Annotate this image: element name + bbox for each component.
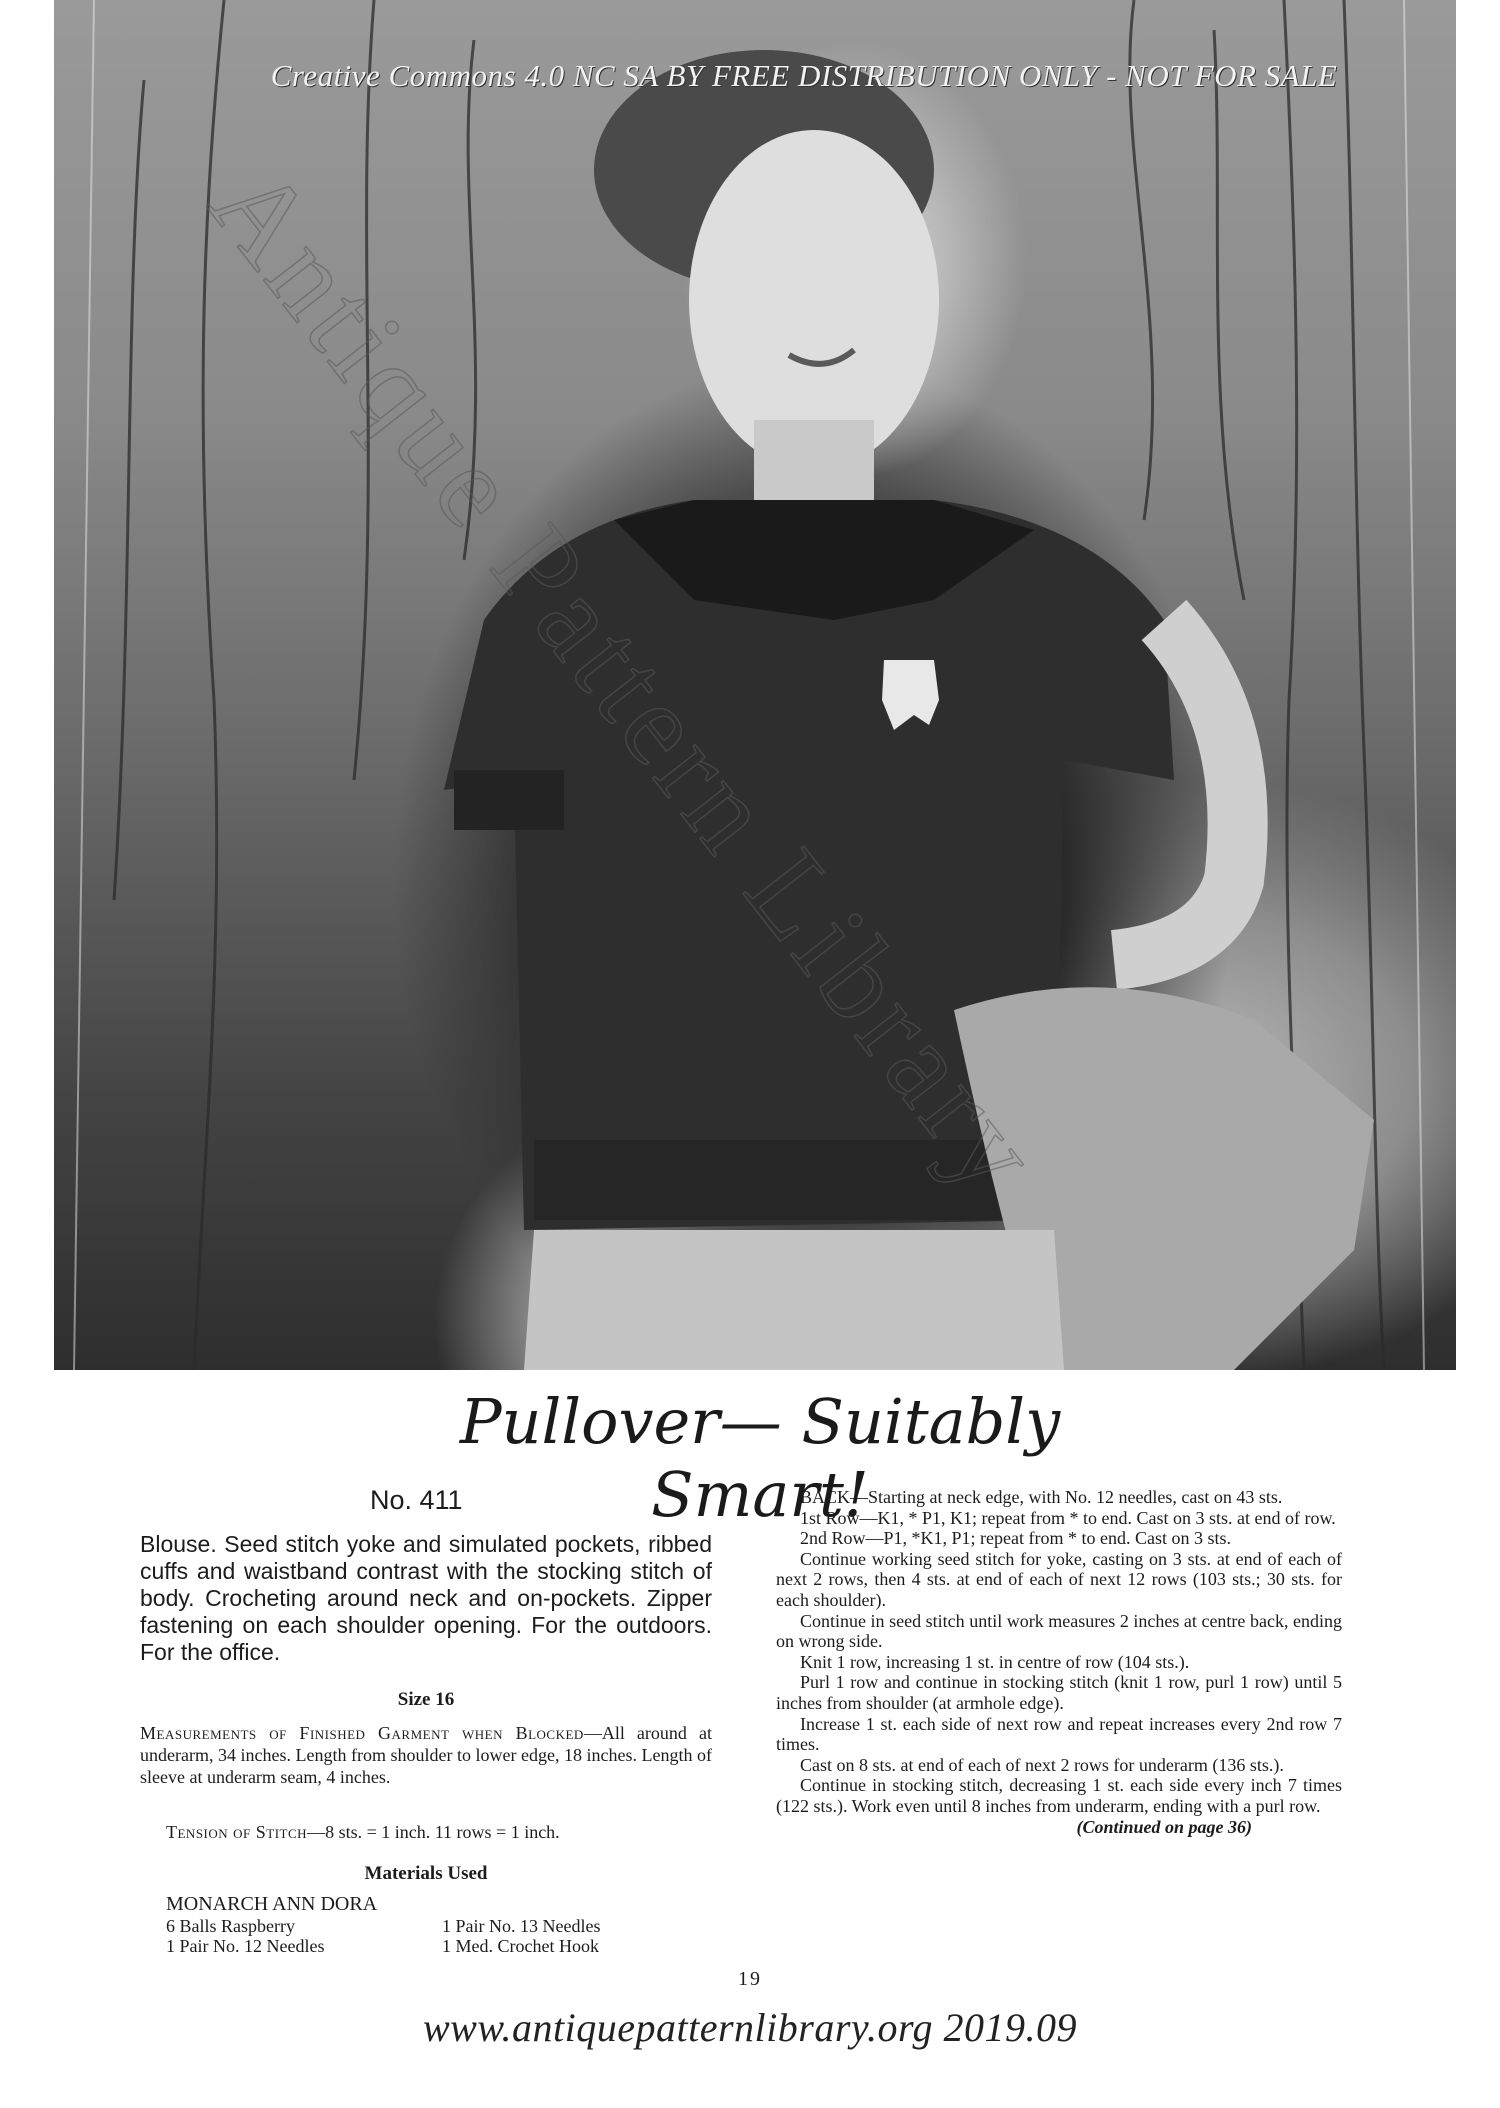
photo-illustration (54, 0, 1456, 1370)
material-item: 1 Pair No. 12 Needles (166, 1936, 325, 1956)
instructions-column (776, 1487, 1342, 1837)
model-photo (54, 0, 1456, 1370)
measurements-label: Measurements of Finished Garment when Blocked (140, 1723, 584, 1743)
source-url: www.antiquepatternlibrary.org 2019.09 (422, 2005, 1078, 2050)
tension-label: Tension of Stitch (166, 1822, 308, 1842)
instruction-paragraph: 2nd Row—P1, *K1, P1; repeat from * to end. Cast on 3 sts. (800, 1528, 1231, 1549)
pattern-title: Pullover— Suitably Smart! (459, 1385, 1061, 1531)
continued-note: (Continued on page 36) (1076, 1816, 1252, 1837)
instruction-paragraph: Continue in seed stitch until work measures 2 inches at centre back, ending on wrong side. (776, 1610, 1342, 1652)
size-label: Size 16 (397, 1689, 455, 1710)
pattern-description: Blouse. Seed stitch yoke and simulated pockets, ribbed cuffs and waistband contrast with the stocking stitch of body. Crocheting around neck and on-pockets. Zipper fastening on each shoulder opening. For the outdoors. For the office. (140, 1531, 712, 1665)
material-item: 1 Pair No. 13 Needles (442, 1916, 601, 1936)
pattern-number: No. 411 (370, 1485, 463, 1515)
material-item: 1 Med. Crochet Hook (442, 1936, 599, 1956)
instruction-paragraph: Knit 1 row, increasing 1 st. in centre of row (104 sts.). (800, 1651, 1190, 1672)
page-number: 19 (738, 1968, 762, 1990)
materials-heading: Materials Used (364, 1863, 488, 1884)
measurements-text: —All around at underarm, 34 inches. Length from shoulder to lower edge, 18 inches. Length of sleeve at underarm seam, 4 inches. (140, 1723, 712, 1787)
instruction-paragraph: BACK—Starting at neck edge, with No. 12 needles, cast on 43 sts. (800, 1487, 1283, 1507)
tension-block (166, 1822, 712, 1843)
license-notice: Creative Commons 4.0 NC SA BY FREE DISTRIBUTION ONLY - NOT FOR SALE (270, 58, 1338, 93)
tension-text: —8 sts. = 1 inch. 11 rows = 1 inch. (307, 1822, 560, 1842)
yarn-name: MONARCH ANN DORA (166, 1893, 378, 1915)
instruction-paragraph: Increase 1 st. each side of next row and repeat increases every 2nd row 7 times. (776, 1713, 1342, 1755)
instruction-paragraph: Continue working seed stitch for yoke, casting on 3 sts. at end of each of next 2 rows, then 4 sts. at end of each of next 12 rows (103 sts.; 30 sts. for each shoulder). (776, 1548, 1342, 1610)
measurements-block (140, 1722, 712, 1788)
instruction-paragraph: Purl 1 row and continue in stocking stitch (knit 1 row, purl 1 row) until 5 inches from shoulder (at armhole edge). (776, 1672, 1342, 1713)
material-item: 6 Balls Raspberry (166, 1916, 295, 1936)
instruction-paragraph: Cast on 8 sts. at end of each of next 2 rows for underarm (136 sts.). (800, 1754, 1284, 1775)
instruction-paragraph: 1st Row—K1, * P1, K1; repeat from * to end. Cast on 3 sts. at end of row. (800, 1507, 1336, 1528)
instruction-paragraph: Continue in stocking stitch, decreasing 1 st. each side every inch 7 times (122 sts.). Work even until 8 inches from underarm, ending with a purl row. (776, 1775, 1342, 1816)
